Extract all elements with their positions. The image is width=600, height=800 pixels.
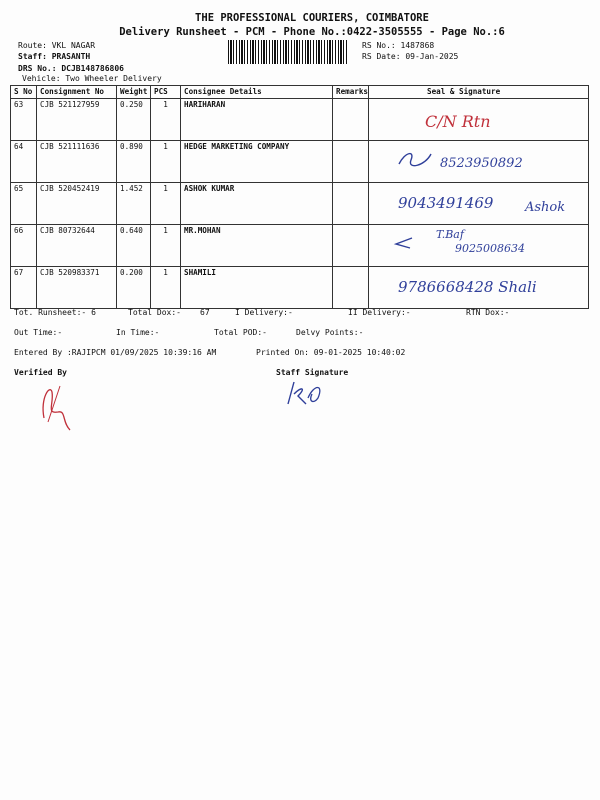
- cell-consignee: MR.MOHAN: [181, 225, 333, 267]
- cell-remarks: [333, 183, 369, 225]
- header-consignment: Consignment No: [37, 86, 117, 99]
- table-header-row: [11, 86, 589, 99]
- table-row: [11, 183, 589, 225]
- cell-sno: 67: [11, 267, 37, 309]
- table-row: [11, 99, 589, 141]
- cell-weight: 0.250: [117, 99, 151, 141]
- printed-on: Printed On: 09-01-2025 10:40:02: [256, 348, 406, 357]
- handwriting-row4-phone: 9025008634: [455, 242, 525, 255]
- runsheet-subtitle: Delivery Runsheet - PCM - Phone No.:0422-3505555 - Page No.:6: [119, 26, 505, 38]
- cell-weight: 0.200: [117, 267, 151, 309]
- rs-date: RS Date: 09-Jan-2025: [362, 52, 459, 61]
- delivery-points: Delvy Points:-: [296, 328, 364, 337]
- handwriting-row3-name: Ashok: [525, 200, 566, 215]
- cell-pcs: 1: [151, 267, 181, 309]
- total-dox-label: Total Dox:-: [128, 308, 181, 317]
- header-pcs: PCS: [151, 86, 181, 99]
- cell-consignment: CJB 80732644: [37, 225, 117, 267]
- i-delivery: I Delivery:-: [235, 308, 293, 317]
- ii-delivery: II Delivery:-: [348, 308, 411, 317]
- rs-number: RS No.: 1487868: [362, 41, 435, 50]
- vehicle: Vehicle: Two Wheeler Delivery: [22, 74, 162, 83]
- cell-remarks: [333, 225, 369, 267]
- cell-remarks: [333, 141, 369, 183]
- signature-scribble-row2: [395, 148, 435, 170]
- company-title: THE PROFESSIONAL COURIERS, COIMBATORE: [195, 12, 429, 24]
- cell-consignee: ASHOK KUMAR: [181, 183, 333, 225]
- total-dox-value: 67: [200, 308, 210, 317]
- cell-sno: 65: [11, 183, 37, 225]
- cell-pcs: 1: [151, 99, 181, 141]
- in-time: In Time:-: [116, 328, 160, 337]
- cell-pcs: 1: [151, 183, 181, 225]
- staff-signature: [284, 378, 330, 408]
- handwriting-row4-name: T.Baf: [436, 228, 464, 241]
- cell-sno: 66: [11, 225, 37, 267]
- header-weight: Weight: [117, 86, 151, 99]
- cell-consignee: HARIHARAN: [181, 99, 333, 141]
- cell-consignment: CJB 520983371: [37, 267, 117, 309]
- handwriting-row1: C/N Rtn: [425, 112, 491, 131]
- cell-pcs: 1: [151, 225, 181, 267]
- barcode: [228, 40, 348, 64]
- cell-consignee: HEDGE MARKETING COMPANY: [181, 141, 333, 183]
- cell-sno: 64: [11, 141, 37, 183]
- header-signature: Seal & Signature: [369, 86, 589, 99]
- handwriting-row3-phone: 9043491469: [398, 194, 494, 212]
- signature-scribble-row4: [392, 236, 416, 250]
- cell-remarks: [333, 267, 369, 309]
- runsheet-table: [10, 85, 589, 309]
- staff-signature-label: Staff Signature: [276, 368, 349, 377]
- route: Route: VKL NAGAR: [18, 41, 96, 50]
- cell-weight: 1.452: [117, 183, 151, 225]
- drs-number: DRS No.: DCJB148786806: [18, 64, 124, 73]
- cell-sno: 63: [11, 99, 37, 141]
- cell-consignee: SHAMILI: [181, 267, 333, 309]
- handwriting-row2: 8523950892: [440, 156, 523, 171]
- staff: Staff: PRASANTH: [18, 52, 91, 61]
- cell-consignment: CJB 520452419: [37, 183, 117, 225]
- total-runsheet: Tot. Runsheet:- 6: [14, 308, 96, 317]
- cell-remarks: [333, 99, 369, 141]
- header-sno: S No: [11, 86, 37, 99]
- cell-consignment: CJB 521111636: [37, 141, 117, 183]
- out-time: Out Time:-: [14, 328, 63, 337]
- handwriting-row5: 9786668428 Shali: [398, 278, 537, 296]
- header-remarks: Remarks: [333, 86, 369, 99]
- rtn-dox: RTN Dox:-: [466, 308, 510, 317]
- entered-by: Entered By :RAJIPCM 01/09/2025 10:39:16 AM: [14, 348, 217, 357]
- verified-by-label: Verified By: [14, 368, 67, 377]
- cell-consignment: CJB 521127959: [37, 99, 117, 141]
- verified-signature: [36, 378, 76, 436]
- cell-weight: 0.890: [117, 141, 151, 183]
- cell-pcs: 1: [151, 141, 181, 183]
- total-pod: Total POD:-: [214, 328, 267, 337]
- header-consignee: Consignee Details: [181, 86, 333, 99]
- cell-weight: 0.640: [117, 225, 151, 267]
